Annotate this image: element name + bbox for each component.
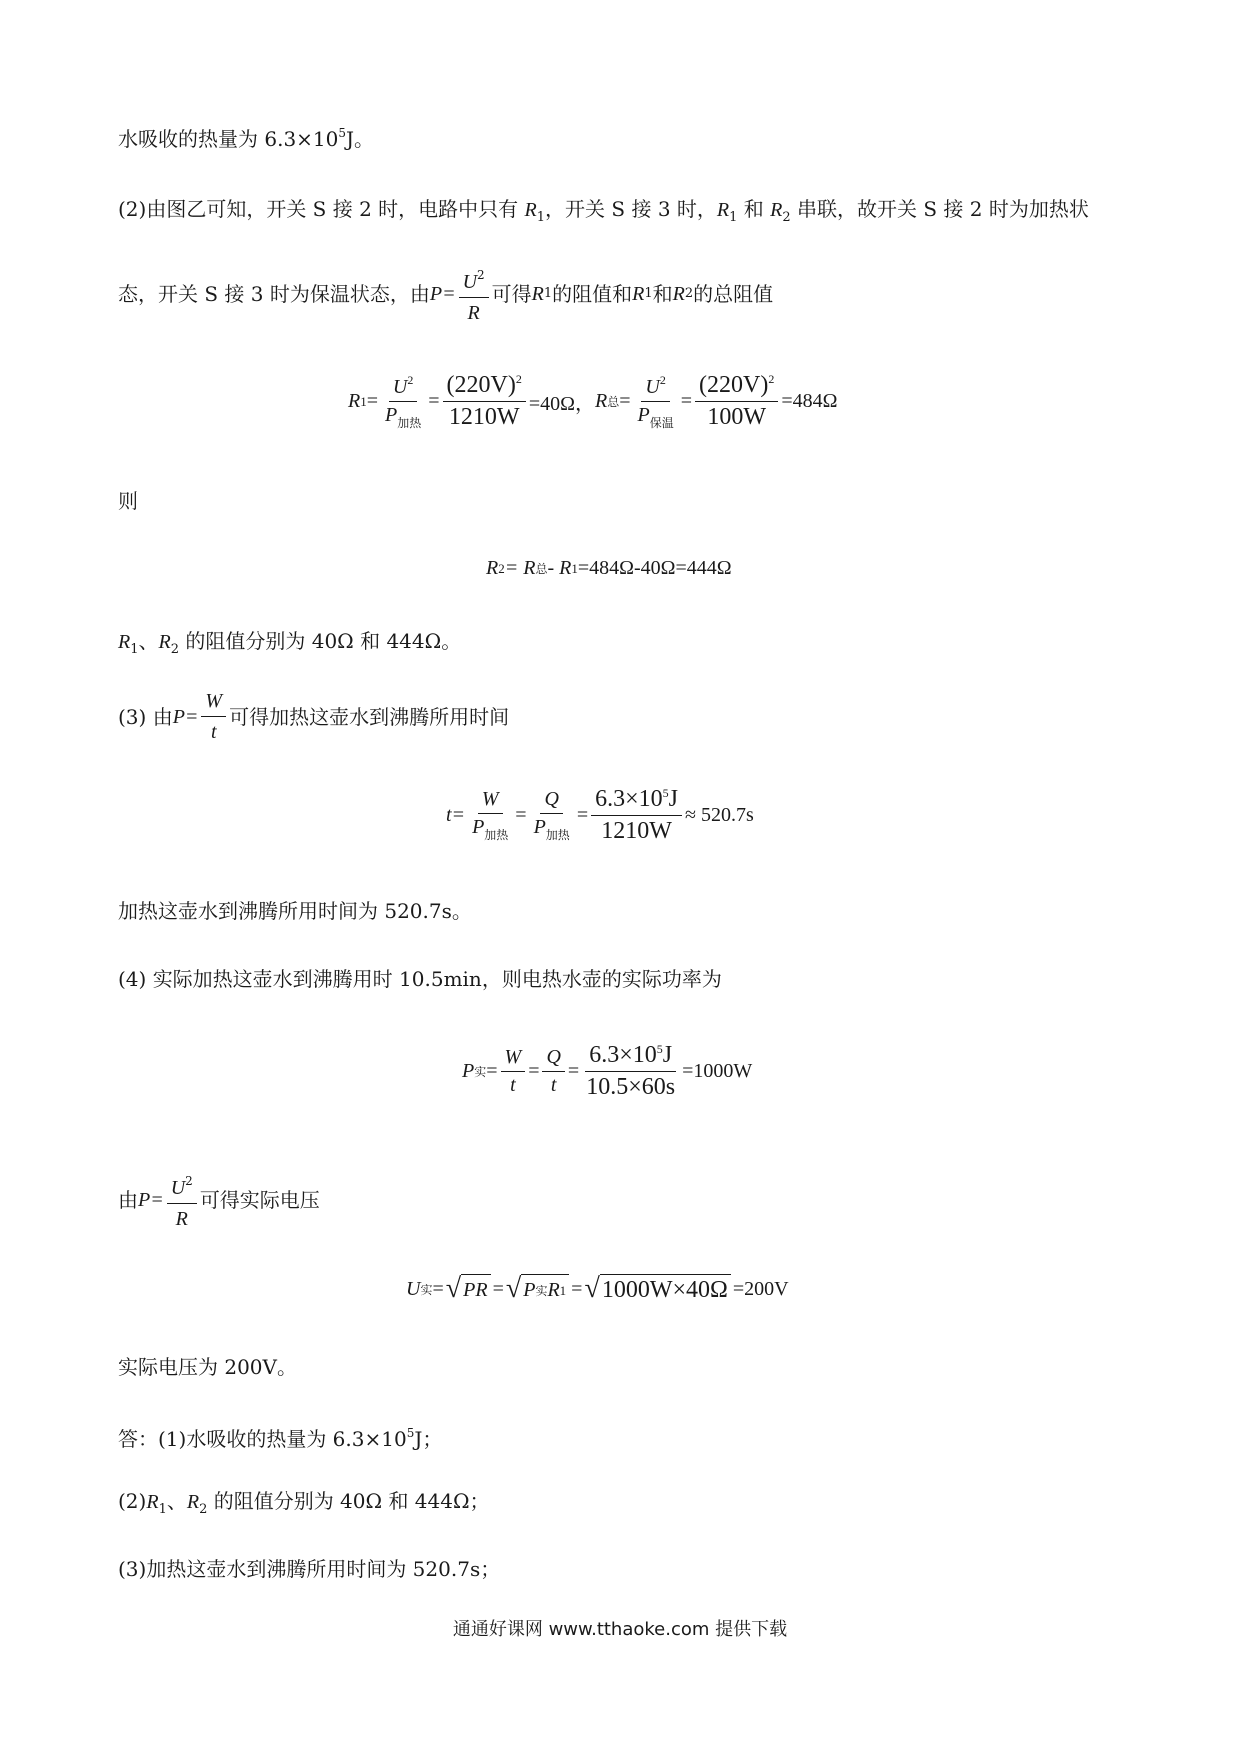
equation-r2	[486, 557, 732, 580]
value: 6.3×10	[595, 786, 663, 812]
text: J。	[346, 127, 375, 151]
fraction	[695, 372, 778, 431]
symbol-r: R	[348, 390, 361, 412]
text: 可得实际电压	[199, 1188, 320, 1212]
symbol-r: R	[146, 1491, 159, 1513]
text: 由	[118, 1188, 138, 1212]
result: ≈ 520.7s	[684, 804, 754, 826]
subscript-total: 总	[535, 562, 548, 576]
equation-actual-power	[462, 1042, 752, 1101]
fraction	[582, 1042, 679, 1101]
answer-line-9	[118, 1168, 320, 1232]
result: =1000W	[682, 1060, 753, 1082]
symbol-q: Q	[542, 1046, 564, 1072]
formula-p: P=	[429, 283, 456, 305]
subscript-heating: 加热	[484, 828, 509, 842]
subscript: 1	[571, 560, 578, 576]
equation-actual-voltage	[406, 1274, 789, 1304]
equals: =	[486, 1060, 498, 1082]
symbol-r: R	[467, 302, 480, 324]
subscript: 1	[644, 286, 653, 301]
text: 的阻值分别为 40Ω 和 444Ω；	[207, 1489, 490, 1513]
fraction	[381, 373, 425, 431]
symbol-r: = R	[504, 557, 536, 579]
exponent: 5	[656, 1042, 663, 1056]
exponent: 2	[768, 372, 775, 386]
text: J；	[414, 1427, 443, 1451]
text: 、	[166, 1489, 187, 1513]
symbol-u: U	[645, 375, 660, 398]
unit: J	[662, 1042, 673, 1068]
subscript-heating: 加热	[397, 415, 422, 430]
text: 加热这壶水到沸腾所用时间为 520.7s。	[118, 899, 472, 923]
answer-line-6	[118, 688, 509, 745]
symbol-u: U	[170, 1177, 186, 1199]
exponent: 2	[407, 372, 414, 387]
symbol-w: W	[501, 1046, 526, 1072]
subscript: 1	[158, 1502, 167, 1517]
answer-line-then	[118, 488, 138, 514]
text: 可得	[491, 282, 532, 306]
answer-line-13	[118, 1556, 500, 1582]
value: 1210W	[601, 818, 672, 844]
fraction-w-over-t	[201, 688, 226, 745]
equals: =	[366, 390, 378, 412]
symbol-r: R	[118, 631, 131, 653]
symbol-r: R	[186, 1491, 200, 1513]
answer-line-2	[118, 196, 1089, 231]
square-root: √ PR	[446, 1274, 491, 1304]
value: (220V)	[699, 372, 769, 398]
subscript: 2	[684, 286, 694, 301]
formula-p: P=	[172, 705, 199, 728]
equals: =	[428, 390, 440, 412]
text: ，开关 S 接 3 时，	[545, 197, 717, 221]
equals: =	[576, 804, 589, 826]
subscript: 1	[559, 1282, 567, 1298]
square-root: √ P 实 R 1	[506, 1274, 569, 1304]
text: (4) 实际加热这壶水到沸腾用时 10.5min，则电热水壶的实际功率为	[118, 967, 722, 991]
fraction	[443, 372, 526, 431]
symbol-r: R	[632, 283, 645, 305]
value: (220V)	[446, 372, 516, 398]
subscript: 2	[782, 210, 791, 225]
text: (3) 由	[118, 704, 173, 729]
equation-resistance	[348, 372, 838, 431]
text: 态，开关 S 接 3 时为保温状态，由	[118, 282, 430, 306]
equation-time	[446, 786, 754, 845]
exponent: 2	[185, 1174, 193, 1188]
square-root: √ 1000W×40Ω	[584, 1274, 730, 1304]
text: (2)由图乙可知，开关 S 接 2 时，电路中只有	[118, 197, 525, 221]
symbol-u: U	[406, 1277, 421, 1300]
symbol-p: P	[523, 1279, 536, 1301]
result: =484Ω	[781, 390, 838, 412]
symbol-u: U	[462, 271, 478, 293]
symbol-r: R	[716, 199, 730, 221]
equals: =	[492, 1277, 504, 1300]
fraction	[468, 788, 512, 843]
answer-line-3	[118, 262, 773, 326]
symbol-r: R	[486, 557, 499, 579]
answer-line-11	[118, 1420, 442, 1452]
exponent: 5	[662, 786, 669, 800]
text: (2)	[118, 1489, 147, 1513]
symbol-u: U	[392, 375, 408, 398]
symbol-t: t=	[446, 804, 466, 826]
symbol-t: t	[550, 1074, 557, 1096]
answer-line-1	[118, 120, 374, 152]
fraction	[591, 786, 682, 845]
text: 和	[652, 282, 673, 306]
text: 实际电压为 200V。	[118, 1355, 297, 1379]
exponent: 5	[338, 126, 347, 140]
equals: =	[432, 1277, 444, 1300]
subscript-total: 总	[607, 395, 620, 409]
value: 1210W	[448, 404, 520, 430]
symbol-w: W	[201, 688, 226, 717]
answer-line-8	[118, 966, 722, 992]
answer-line-7	[118, 898, 472, 924]
radicand: 1000W×40Ω	[600, 1274, 731, 1304]
value: 100W	[707, 404, 767, 430]
subscript: 2	[498, 560, 505, 576]
symbol-q: Q	[540, 788, 562, 814]
text: 水吸收的热量为 6.3×10	[118, 127, 339, 151]
symbol-r: R	[524, 199, 537, 221]
fraction-u2-over-r	[459, 262, 489, 326]
fraction	[542, 1046, 564, 1097]
text: 则	[118, 489, 138, 513]
formula-p: P=	[138, 1189, 164, 1211]
symbol-p: P	[637, 403, 650, 426]
text: 和	[737, 197, 771, 221]
subscript: 1	[360, 393, 367, 409]
symbol-w: W	[478, 788, 503, 814]
symbol-p: P	[462, 1060, 475, 1082]
subscript-actual: 实	[535, 1284, 548, 1298]
symbol-r: - R	[547, 557, 572, 579]
subscript: 1	[729, 210, 738, 225]
text: 可得加热这壶水到沸腾所用时间	[229, 704, 510, 729]
symbol-p: P	[385, 403, 398, 426]
fraction-u2-over-r	[167, 1168, 197, 1232]
fraction	[501, 1046, 526, 1097]
equals: =	[571, 1277, 583, 1300]
subscript: 2	[170, 642, 179, 657]
symbol-r: R	[770, 199, 783, 221]
text: 的阻值和	[552, 282, 633, 306]
subscript: 1	[130, 642, 139, 657]
subscript: 1	[536, 210, 546, 225]
answer-line-5	[118, 628, 461, 663]
result: =484Ω-40Ω=444Ω	[577, 557, 732, 579]
subscript-heating: 加热	[545, 828, 570, 842]
exponent: 2	[515, 372, 522, 386]
page-footer: 通通好课网 www.tthaoke.com 提供下载	[452, 1619, 788, 1640]
equals: =	[619, 390, 631, 412]
subscript-actual: 实	[474, 1065, 487, 1079]
symbol-r: R	[531, 283, 544, 305]
unit: J	[668, 786, 678, 812]
exponent: 2	[477, 268, 485, 282]
text: 的阻值分别为 40Ω 和 444Ω。	[179, 629, 462, 653]
equals: =	[680, 390, 693, 412]
radicand: PR	[461, 1274, 490, 1304]
subscript: 1	[543, 286, 553, 301]
text: (3)加热这壶水到沸腾所用时间为 520.7s；	[118, 1557, 501, 1581]
symbol-t: t	[210, 721, 217, 743]
equals: =	[567, 1060, 580, 1082]
equals: =	[528, 1060, 540, 1082]
subscript-keep-warm: 保温	[649, 415, 674, 430]
text: 、	[138, 629, 159, 653]
exponent: 5	[406, 1426, 415, 1440]
text: 的总阻值	[693, 282, 774, 306]
exponent: 2	[659, 372, 666, 387]
subscript: 2	[199, 1502, 208, 1517]
symbol-t: t	[510, 1074, 516, 1096]
symbol-r: R	[672, 283, 685, 305]
symbol-p: P	[472, 816, 485, 838]
symbol-p: P	[533, 816, 546, 838]
answer-line-10	[118, 1354, 297, 1380]
value: 6.3×10	[589, 1042, 657, 1068]
result: =200V	[732, 1277, 789, 1300]
result: =40Ω，	[528, 393, 595, 415]
equals: =	[515, 804, 527, 826]
symbol-r: R	[175, 1208, 188, 1230]
text: 答：(1)水吸收的热量为 6.3×10	[118, 1427, 407, 1451]
text: 串联，故开关 S 接 2 时为加热状	[790, 197, 1089, 221]
symbol-r: R	[547, 1279, 560, 1301]
answer-line-12	[118, 1488, 490, 1523]
symbol-r: R	[158, 631, 171, 653]
subscript-actual: 实	[420, 1282, 433, 1297]
symbol-r: R	[595, 390, 608, 412]
value: 10.5×60s	[586, 1074, 676, 1100]
fraction	[634, 373, 678, 431]
fraction	[530, 788, 574, 843]
